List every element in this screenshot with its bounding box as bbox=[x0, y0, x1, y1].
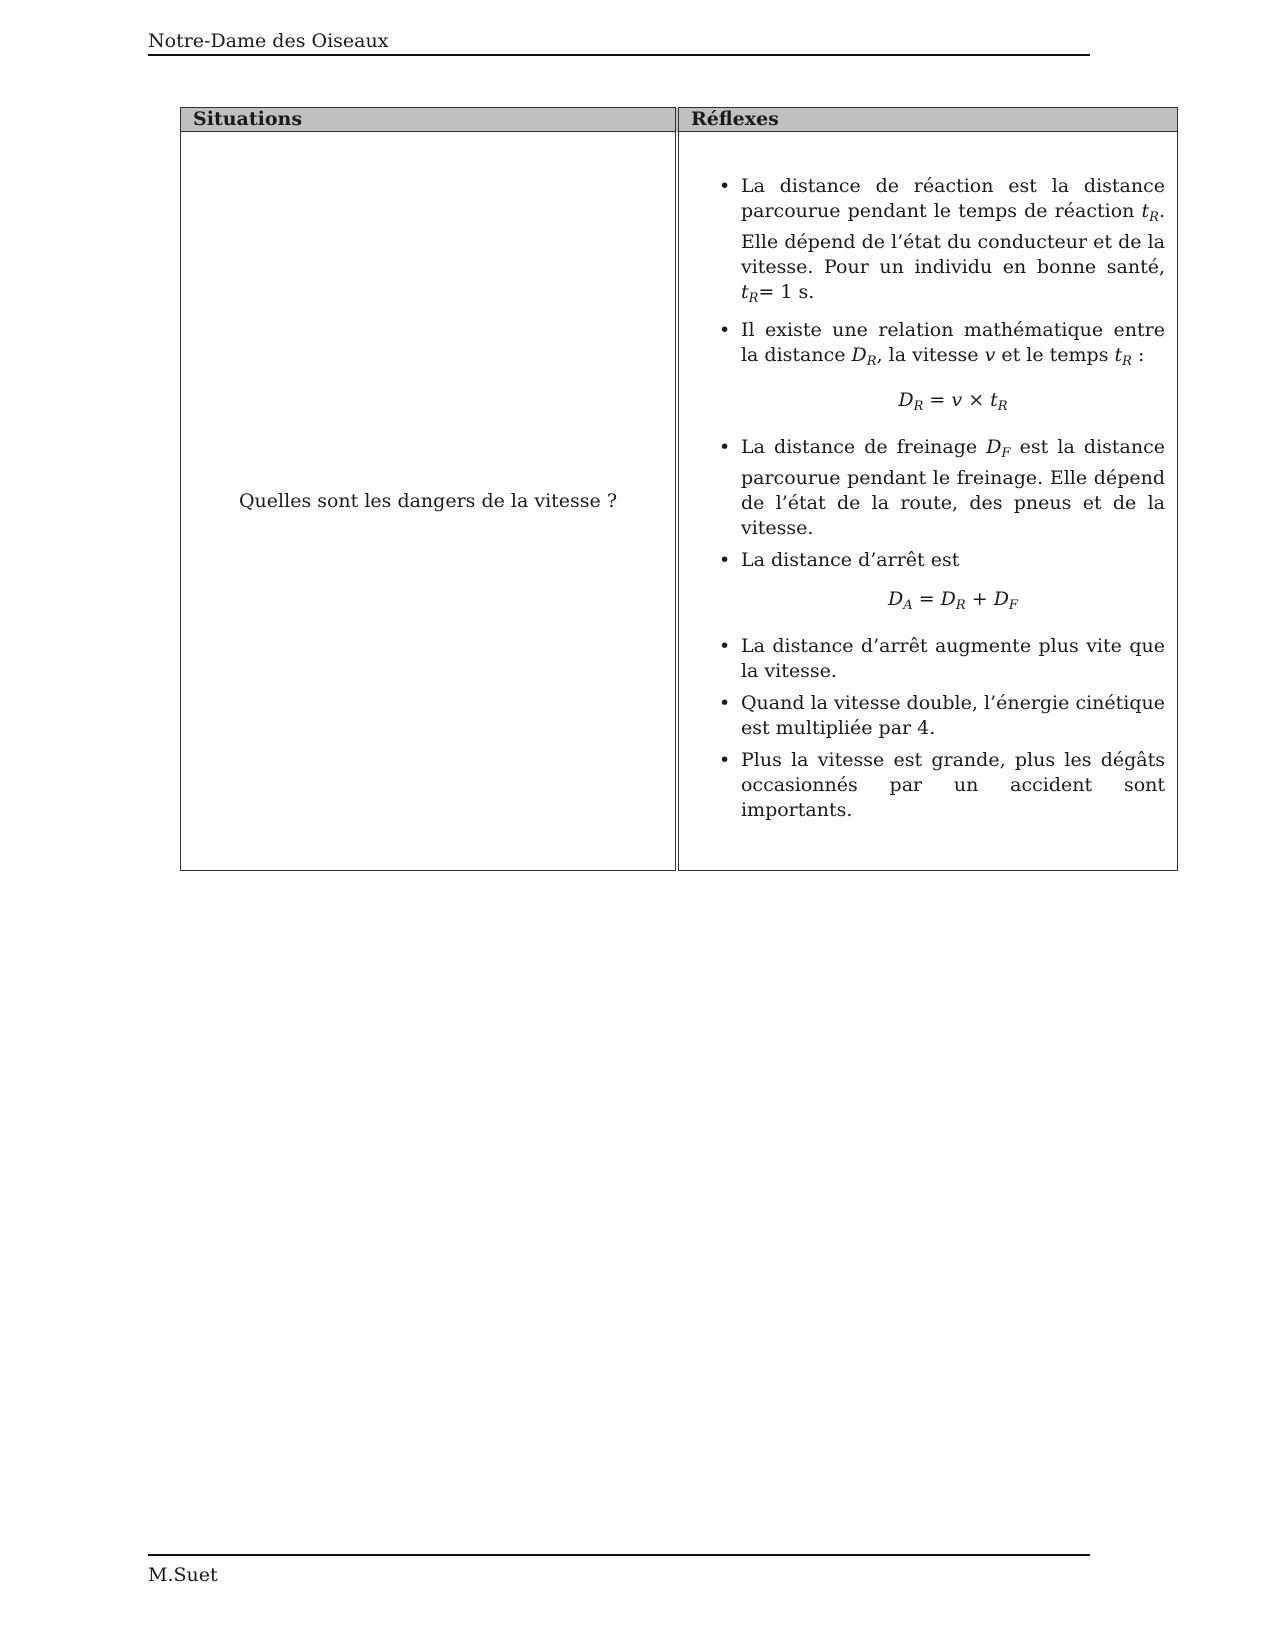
list-item bbox=[719, 748, 1165, 823]
item-text: est la distance parcourue pendant le freinage. Elle dépend de l’état de la route, des pneus et de la vitesse. bbox=[740, 436, 1165, 539]
situation-cell bbox=[181, 132, 677, 871]
column-header-reflexes: Réflexes bbox=[677, 108, 1178, 132]
reflex-table bbox=[180, 107, 1178, 871]
math-var: t bbox=[1141, 200, 1150, 222]
bullet-icon: • bbox=[718, 549, 731, 571]
math-var: t bbox=[990, 389, 998, 411]
math-sub: R bbox=[997, 399, 1008, 414]
item-text: La distance de réaction est la distance parcourue pendant le temps de réaction bbox=[740, 175, 1165, 222]
bullet-icon: • bbox=[718, 635, 731, 657]
item-text: , la vitesse bbox=[876, 344, 985, 366]
item-text: et le temps bbox=[995, 344, 1115, 366]
reflex-list bbox=[719, 435, 1165, 573]
math-var: D bbox=[940, 588, 956, 610]
math-var: v bbox=[984, 344, 996, 366]
list-item bbox=[719, 435, 1165, 541]
footer-author: M.Suet bbox=[148, 1564, 218, 1586]
table-row bbox=[181, 132, 1178, 871]
item-text: = 1 s. bbox=[758, 281, 815, 303]
list-item bbox=[719, 318, 1165, 374]
math-sub: R bbox=[955, 598, 966, 613]
math-operator: + bbox=[965, 588, 994, 610]
math-var: v bbox=[951, 389, 963, 411]
formula-reaction-distance bbox=[719, 388, 1165, 419]
math-sub: R bbox=[913, 399, 924, 414]
math-var: t bbox=[1114, 344, 1123, 366]
math-var: D bbox=[888, 588, 904, 610]
math-operator: = bbox=[923, 389, 952, 411]
formula-stopping-distance bbox=[719, 587, 1165, 618]
list-item bbox=[719, 634, 1165, 684]
math-sub: R bbox=[866, 354, 877, 369]
math-sub: F bbox=[1001, 446, 1011, 461]
math-var: D bbox=[851, 344, 867, 366]
item-text: Il existe une relation mathématique entre la distance bbox=[740, 319, 1165, 366]
item-text: La distance d’arrêt est bbox=[740, 549, 960, 571]
math-operator: = bbox=[912, 588, 941, 610]
list-item bbox=[719, 691, 1165, 741]
item-text: La distance d’arrêt augmente plus vite que la vitesse. bbox=[740, 635, 1165, 682]
math-var: D bbox=[993, 588, 1009, 610]
column-header-situations: Situations bbox=[181, 108, 677, 132]
table-header-row bbox=[181, 108, 1178, 132]
math-sub: R bbox=[1122, 354, 1132, 369]
item-text: La distance de freinage bbox=[740, 436, 987, 458]
bullet-icon: • bbox=[718, 692, 731, 714]
reflex-cell bbox=[677, 132, 1178, 871]
header-title: Notre-Dame des Oiseaux bbox=[148, 30, 389, 52]
situation-question: Quelles sont les dangers de la vitesse ? bbox=[238, 490, 617, 512]
math-var: D bbox=[986, 436, 1002, 458]
page-header bbox=[148, 28, 1090, 56]
math-var: t bbox=[740, 281, 749, 303]
math-sub: A bbox=[903, 598, 913, 613]
bullet-icon: • bbox=[718, 436, 731, 458]
reflex-list bbox=[719, 634, 1165, 823]
item-text: Plus la vitesse est grande, plus les dégâts occasionnés par un accident sont importants. bbox=[740, 749, 1165, 821]
math-sub: F bbox=[1008, 598, 1018, 613]
math-operator: × bbox=[962, 389, 991, 411]
item-text: : bbox=[1131, 344, 1145, 366]
bullet-icon: • bbox=[718, 175, 731, 197]
list-item bbox=[719, 548, 1165, 573]
math-sub: R bbox=[748, 291, 759, 306]
bullet-icon: • bbox=[718, 749, 731, 771]
item-text: Quand la vitesse double, l’énergie cinétique est multipliée par 4. bbox=[740, 692, 1165, 739]
math-sub: R bbox=[1149, 210, 1159, 225]
bullet-icon: • bbox=[718, 319, 731, 341]
page-footer bbox=[148, 1554, 1090, 1588]
reflex-list bbox=[719, 174, 1165, 374]
item-text: . Elle dépend de l’état du conducteur et de la vitesse. Pour un individu en bonne santé, bbox=[740, 200, 1165, 278]
math-var: D bbox=[898, 389, 914, 411]
list-item bbox=[719, 174, 1165, 311]
